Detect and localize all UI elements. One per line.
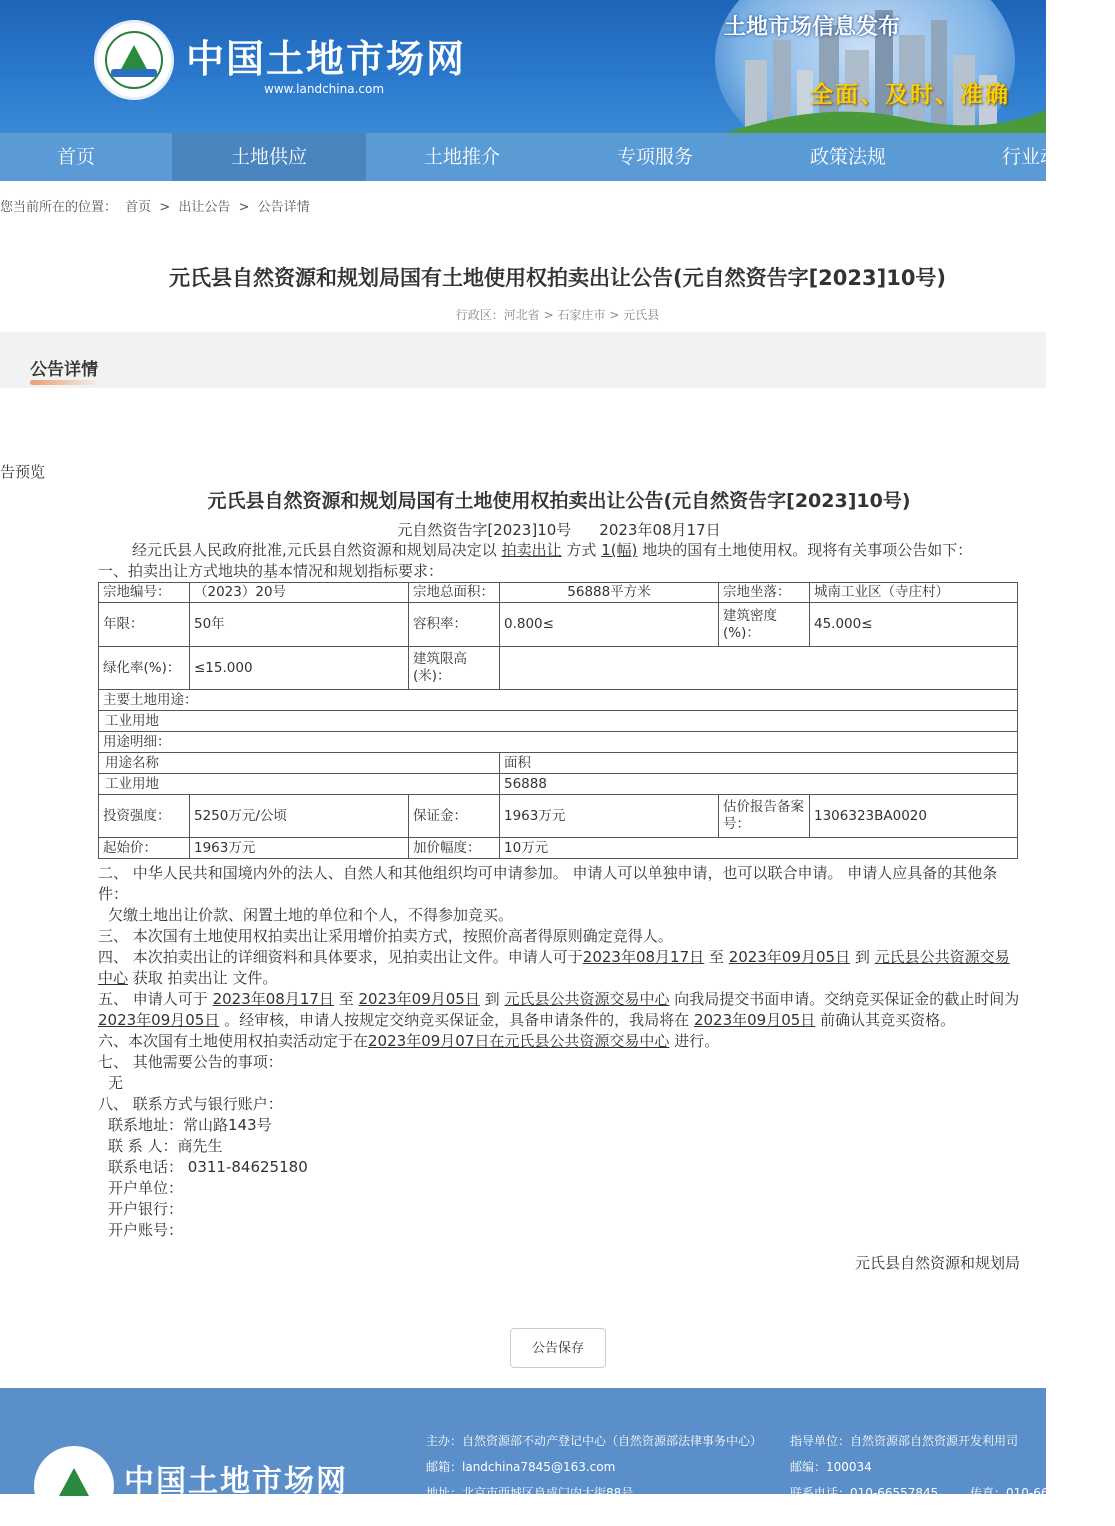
breadcrumb-home[interactable]: 首页 <box>125 200 152 215</box>
location-value: 城南工业区（寺庄村） <box>810 583 1018 603</box>
doc-intro <box>98 540 1020 561</box>
s4-text: 至 <box>708 948 724 966</box>
footer-email: 邮箱：landchina7845@163.com <box>426 1460 616 1474</box>
bank-account: 开户账号： <box>108 1221 184 1239</box>
term-value: 50年 <box>190 603 409 647</box>
page-title: 元氏县自然资源和规划局国有土地使用权拍卖出让公告(元自然资告字[2023]10号) <box>168 266 947 290</box>
deposit-value: 1963万元 <box>500 795 719 838</box>
start-price-label: 起始价： <box>99 838 190 859</box>
footer-zip: 邮编：100034 <box>790 1460 872 1474</box>
s5-place: 元氏县公共资源交易中心 <box>504 990 670 1008</box>
section-1-heading: 一、拍卖出让方式地块的基本情况和规划指标要求： <box>98 562 444 580</box>
report-label: 估价报告备案号： <box>719 795 810 838</box>
footer-phone: 联系电话：010-66557845 <box>790 1486 939 1500</box>
term-label: 年限： <box>99 603 190 647</box>
save-announcement-button[interactable]: 公告保存 <box>510 1328 606 1368</box>
height-label: 建筑限高(米)： <box>409 647 500 690</box>
breadcrumb-prefix: 您当前所在的位置： <box>0 200 118 215</box>
invest-value: 5250万元/公顷 <box>190 795 409 838</box>
main-use-value: 工业用地 <box>99 711 1018 732</box>
s6-place: 元氏县公共资源交易中心 <box>504 1032 670 1050</box>
s5-text: 至 <box>338 990 354 1008</box>
s4-place: 元氏县公共资源交易中心 <box>98 948 1010 987</box>
step-value: 10万元 <box>500 838 1018 859</box>
s4-text: 四、 本次拍卖出让的详细资料和具体要求，见拍卖出让文件。申请人可于 <box>98 948 583 966</box>
density-value: 45.000≤ <box>810 603 1018 647</box>
region-path <box>0 306 1115 323</box>
section-8: 八、 联系方式与银行账户： <box>98 1095 283 1113</box>
doc-date: 2023年08月17日 <box>599 521 721 539</box>
nav-item-home[interactable]: 首页 <box>56 146 95 168</box>
far-value: 0.800≤ <box>500 603 719 647</box>
deposit-label: 保证金： <box>409 795 500 838</box>
nav-item-policies[interactable]: 政策法规 <box>809 146 886 168</box>
s5-deadline: 2023年09月05日 <box>98 1011 220 1029</box>
section-title: 公告详情 <box>30 360 98 380</box>
s4-from-date: 2023年08月17日 <box>582 948 705 966</box>
contact-person-label: 联 系 人： <box>108 1137 178 1155</box>
parcel-info-table <box>98 582 1018 859</box>
parcel-no-label: 宗地编号： <box>99 583 190 603</box>
contact-phone-value: 0311-84625180 <box>187 1158 308 1176</box>
banner-title: 土地市场信息发布 <box>724 15 901 40</box>
section-bar <box>0 332 1046 388</box>
footer-logo <box>34 1446 114 1526</box>
step-label: 加价幅度： <box>409 838 500 859</box>
start-price-value: 1963万元 <box>190 838 409 859</box>
use-detail-label: 用途明细： <box>99 732 1018 753</box>
section-7: 七、 其他需要公告的事项： <box>98 1053 283 1071</box>
contact-phone-label: 联系电话： <box>108 1158 184 1176</box>
density-label: 建筑密度(%)： <box>719 603 810 647</box>
breadcrumb-current: 公告详情 <box>257 200 310 215</box>
doc-signature: 元氏县自然资源和规划局 <box>854 1254 1020 1272</box>
area-label: 宗地总面积： <box>409 583 500 603</box>
contact-person-value: 商先生 <box>177 1137 223 1155</box>
bank-name: 开户银行： <box>108 1200 184 1218</box>
breadcrumb <box>0 196 314 215</box>
invest-label: 投资强度： <box>99 795 190 838</box>
use-area-header: 面积 <box>500 753 1018 774</box>
s6-date: 2023年09月07日 <box>368 1032 490 1050</box>
region-county: 元氏县 <box>623 308 660 322</box>
contact-phone <box>98 1157 1020 1178</box>
section-5 <box>98 989 1020 1031</box>
region-city: 石家庄市 <box>557 308 606 322</box>
nav-item-special-services[interactable]: 专项服务 <box>616 146 693 168</box>
main-use-label: 主要土地用途： <box>99 690 1018 711</box>
green-label: 绿化率(%)： <box>99 647 190 690</box>
section-6 <box>98 1031 1020 1052</box>
site-url: www.landchina.com <box>264 82 385 96</box>
doc-title: 元氏县自然资源和规划局国有土地使用权拍卖出让公告(元自然资告字[2023]10号) <box>207 490 911 512</box>
s4-to-date: 2023年09月05日 <box>728 948 851 966</box>
contact-address <box>98 1115 1020 1136</box>
s6-text: 进行。 <box>674 1032 720 1050</box>
contact-address-label: 联系地址： <box>108 1116 184 1134</box>
s5-text: 向我局提交书面申请。交纳竞买保证金的截止时间为 <box>674 990 1020 1008</box>
s5-text: 。经审核，申请人按规定交纳竞买保证金，具备申请条件的，我局将在 <box>224 1011 690 1029</box>
intro-text: 经元氏县人民政府批准,元氏县自然资源和规划局决定以 <box>132 541 497 559</box>
footer-address: 地址：北京市西城区阜成门内大街88号 <box>426 1486 634 1500</box>
s4-text: 获取 拍卖出让 文件。 <box>132 969 278 987</box>
nav-item-land-supply[interactable]: 土地供应 <box>172 133 366 181</box>
site-name[interactable]: 中国土地市场网 <box>186 36 467 81</box>
doc-number: 元自然资告字[2023]10号 <box>397 521 572 539</box>
section-underline <box>30 380 100 385</box>
section-2-condition: 欠缴土地出让价款、闲置土地的单位和个人，不得参加竞买。 <box>108 906 514 924</box>
s5-text: 前确认其竞买资格。 <box>820 1011 956 1029</box>
main-nav <box>0 133 1060 181</box>
region-label: 行政区： <box>455 308 504 322</box>
use-area-value: 56888 <box>500 774 1018 795</box>
bank-unit: 开户单位： <box>108 1179 184 1197</box>
section-7-content: 无 <box>108 1074 124 1092</box>
footer-host: 主办：自然资源部不动产登记中心（自然资源部法律事务中心） <box>426 1434 763 1448</box>
s5-from-date: 2023年08月17日 <box>212 990 334 1008</box>
nav-item-land-promotion[interactable]: 土地推介 <box>423 146 500 168</box>
site-header <box>0 0 1046 133</box>
banner-slogan: 全面、及时、准确 <box>810 82 1010 108</box>
site-logo[interactable] <box>94 20 174 100</box>
location-label: 宗地坐落： <box>719 583 810 603</box>
footer-guide: 指导单位：自然资源部自然资源开发利用司 <box>790 1434 1019 1448</box>
contact-person <box>98 1136 1020 1157</box>
far-label: 容积率： <box>409 603 500 647</box>
s5-text: 到 <box>484 990 500 1008</box>
preview-label: 告预览 <box>0 463 46 481</box>
s4-text: 到 <box>854 948 870 966</box>
use-name-value: 工业用地 <box>99 774 500 795</box>
intro-method: 拍卖出让 <box>501 541 562 559</box>
contact-address-value: 常山路143号 <box>183 1116 272 1134</box>
region-sep: > <box>543 308 554 322</box>
s5-confirm-date: 2023年09月05日 <box>693 1011 816 1029</box>
s6-text: 在 <box>489 1032 505 1050</box>
intro-count: 1(幅) <box>601 541 638 559</box>
breadcrumb-sep: > <box>238 200 250 215</box>
region-sep: > <box>609 308 620 322</box>
parcel-no-value: （2023）20号 <box>190 583 409 603</box>
height-value <box>500 647 1018 690</box>
section-3: 三、 本次国有土地使用权拍卖出让采用增价拍卖方式，按照价高者得原则确定竞得人。 <box>98 927 673 945</box>
intro-text: 地块的国有土地使用权。现将有关事项公告如下： <box>642 541 973 559</box>
section-2: 二、 中华人民共和国境内外的法人、自然人和其他组织均可申请参加。 申请人可以单独申请，也可以联合申请。 申请人应具备的其他条件： <box>98 864 998 903</box>
footer-site-name: 中国土地市场网 <box>124 1464 348 1499</box>
use-name-header: 用途名称 <box>99 753 500 774</box>
intro-text: 方式 <box>566 541 597 559</box>
s5-to-date: 2023年09月05日 <box>358 990 480 1008</box>
breadcrumb-sep: > <box>159 200 171 215</box>
green-value: ≤15.000 <box>190 647 409 690</box>
breadcrumb-announcements[interactable]: 出让公告 <box>178 200 231 215</box>
region-province: 河北省 <box>503 308 540 322</box>
section-4 <box>98 947 1020 989</box>
area-value: 56888平方米 <box>500 583 719 603</box>
footer-fax: 传真：010-66 <box>970 1486 1049 1500</box>
announcement-document <box>98 486 1020 1274</box>
site-footer <box>0 1388 1049 1500</box>
s6-text: 六、本次国有土地使用权拍卖活动定于在 <box>98 1032 369 1050</box>
nav-item-industry[interactable]: 行业动 <box>1002 146 1060 168</box>
report-value: 1306323BA0020 <box>810 795 1018 838</box>
doc-subtitle <box>98 519 1020 540</box>
s5-text: 五、 申请人可于 <box>98 990 208 1008</box>
